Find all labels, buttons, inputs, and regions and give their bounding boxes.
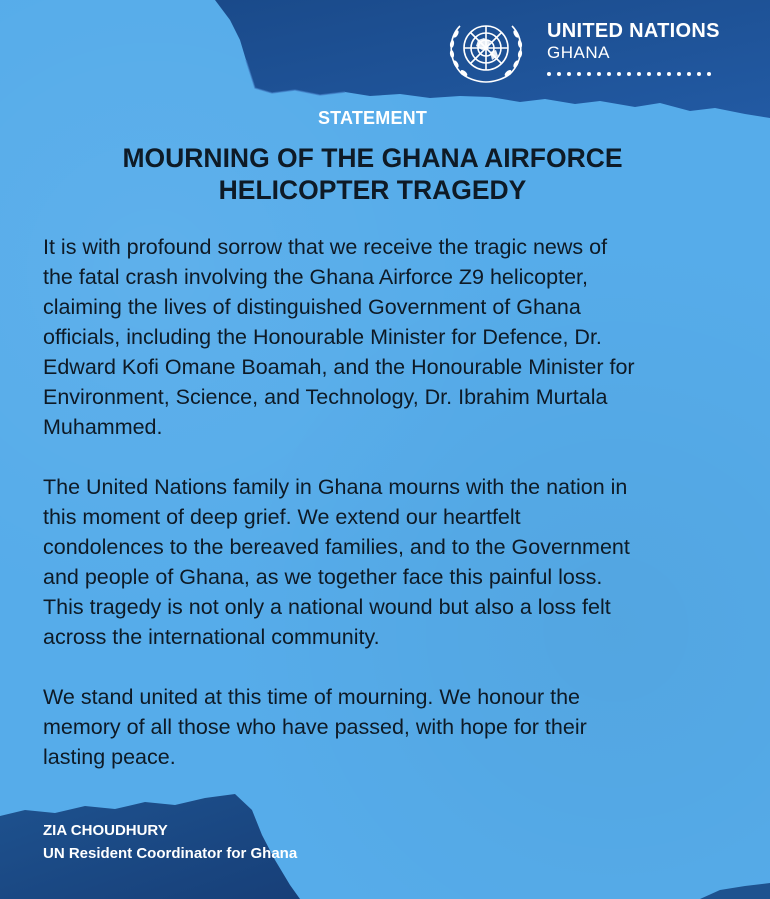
paragraph-line: memory of all those who have passed, with hope for their [43,715,587,739]
paragraph-line: Environment, Science, and Technology, Dr. Ibrahim Murtala [43,385,608,409]
un-ghana-logo [440,12,740,92]
statement-body [43,232,733,802]
statement-label: STATEMENT [317,108,428,128]
dot-divider [547,72,711,76]
paragraph-line: this moment of deep grief. We extend our heartfelt [43,505,521,529]
paragraph [43,682,733,772]
organization-name: UNITED NATIONS [547,20,720,42]
paragraph-line: condolences to the bereaved families, and to the Government [43,535,630,559]
headline-line: MOURNING OF THE GHANA AIRFORCE [122,143,623,173]
paragraph-line: and people of Ghana, as we together face this painful loss. [43,565,603,589]
paragraph-line: the fatal crash involving the Ghana Airforce Z9 helicopter, [43,265,588,289]
paragraph-line: This tragedy is not only a national wound but also a loss felt [43,595,611,619]
paragraph-line: claiming the lives of distinguished Government of Ghana [43,295,581,319]
headline-line: HELICOPTER TRAGEDY [218,175,527,205]
paragraph-line: It is with profound sorrow that we receive the tragic news of [43,235,608,259]
paragraph-line: Muhammed. [43,415,163,439]
paragraph [43,232,733,442]
organization-country: GHANA [547,43,610,62]
paragraph-line: officials, including the Honourable Minister for Defence, Dr. [43,325,602,349]
headline [0,142,745,206]
un-emblem-icon [440,12,532,84]
paragraph-line: lasting peace. [43,745,176,769]
signer-title: UN Resident Coordinator for Ghana [43,845,298,862]
paragraph [43,472,733,652]
paragraph-line: We stand united at this time of mourning. We honour the [43,685,581,709]
paragraph-line: across the international community. [43,625,380,649]
paragraph-line: Edward Kofi Omane Boamah, and the Honourable Minister for [43,355,635,379]
paragraph-line: The United Nations family in Ghana mourns with the nation in [43,475,628,499]
signer-name: ZIA CHOUDHURY [43,822,168,839]
